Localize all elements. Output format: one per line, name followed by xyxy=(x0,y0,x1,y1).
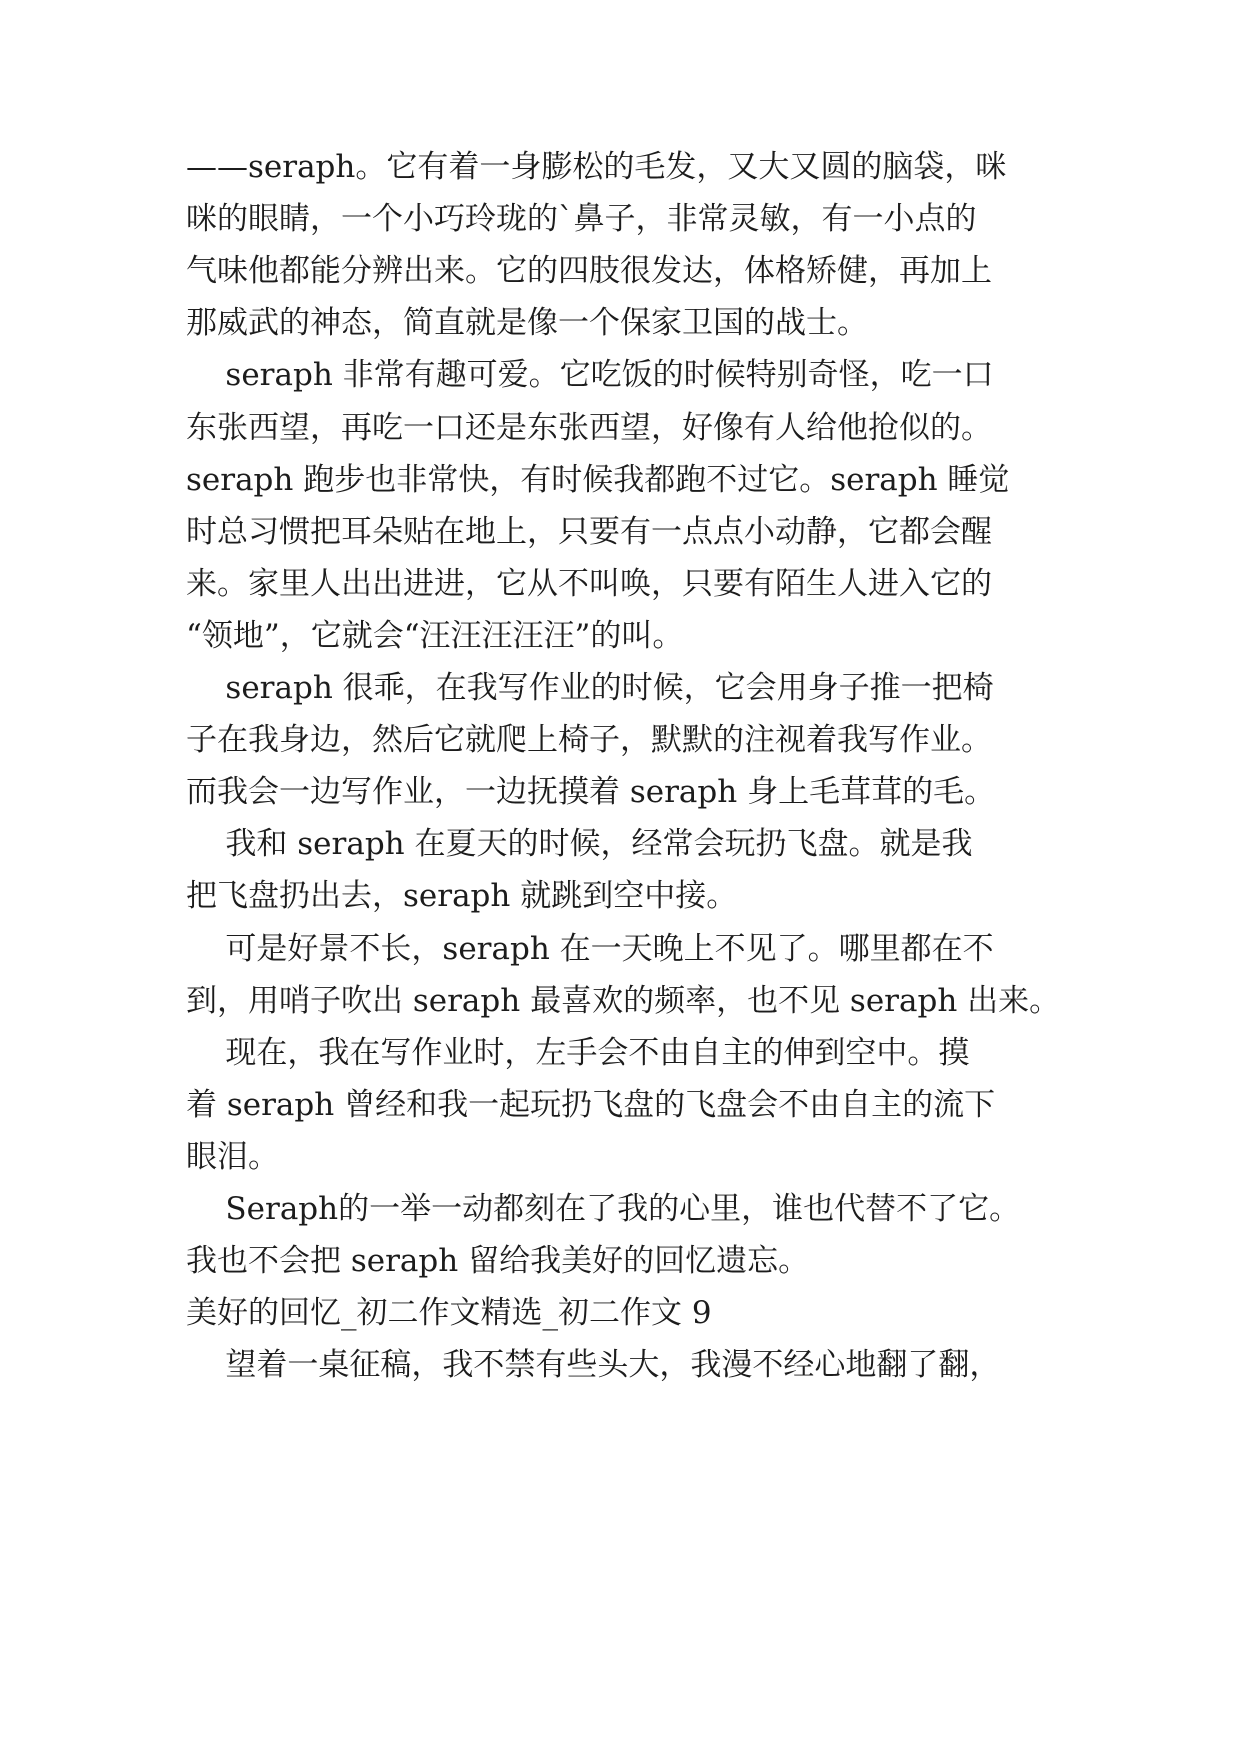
text-line: seraph 跑步也非常快，有时候我都跑不过它。seraph 睡觉 xyxy=(186,462,1010,498)
text-line: ——seraph。它有着一身膨松的毛发，又大又圆的脑袋，咪 xyxy=(186,149,1007,185)
text-line: 到，用哨子吹出 seraph 最喜欢的频率，也不见 seraph 出来。 xyxy=(186,983,1061,1019)
text-line: 气味他都能分辨出来。它的四肢很发达，体格矫健，再加上 xyxy=(186,253,992,289)
text-line: 把飞盘扔出去，seraph 就跳到空中接。 xyxy=(186,878,738,914)
text-line: 时总习惯把耳朵贴在地上，只要有一点点小动静，它都会醒 xyxy=(186,514,992,550)
text-line: Seraph的一举一动都刻在了我的心里，谁也代替不了它。 xyxy=(186,1191,1021,1227)
text-line: 咪的眼睛，一个小巧玲珑的`鼻子，非常灵敏，有一小点的 xyxy=(186,201,977,237)
text-line: 子在我身边，然后它就爬上椅子，默默的注视着我写作业。 xyxy=(186,722,992,758)
text-line: 现在，我在写作业时，左手会不由自主的伸到空中。摸 xyxy=(186,1035,970,1071)
text-line: “领地”，它就会“汪汪汪汪汪”的叫。 xyxy=(186,618,684,654)
text-line: 望着一桌征稿，我不禁有些头大，我漫不经心地翻了翻， xyxy=(186,1347,1001,1383)
text-line: seraph 非常有趣可爱。它吃饭的时候特别奇怪，吃一口 xyxy=(186,357,994,393)
text-line: 来。家里人出出进进，它从不叫唤，只要有陌生人进入它的 xyxy=(186,566,992,602)
text-line: 我和 seraph 在夏天的时候，经常会玩扔飞盘。就是我 xyxy=(186,826,973,862)
text-line: 美好的回忆_初二作文精选_初二作文 9 xyxy=(186,1295,712,1331)
text-line: 着 seraph 曾经和我一起玩扔飞盘的飞盘会不由自主的流下 xyxy=(186,1087,996,1123)
text-line: 我也不会把 seraph 留给我美好的回忆遗忘。 xyxy=(186,1243,810,1279)
text-line: 可是好景不长，seraph 在一天晚上不见了。哪里都在不 xyxy=(186,931,994,967)
text-line: 而我会一边写作业，一边抚摸着 seraph 身上毛茸茸的毛。 xyxy=(186,774,996,810)
text-line: 眼泪。 xyxy=(186,1139,279,1175)
text-line: seraph 很乖，在我写作业的时候，它会用身子推一把椅 xyxy=(186,670,994,706)
text-line: 东张西望，再吃一口还是东张西望，好像有人给他抢似的。 xyxy=(186,410,992,446)
text-line: 那威武的神态，简直就是像一个保家卫国的战士。 xyxy=(186,305,868,341)
